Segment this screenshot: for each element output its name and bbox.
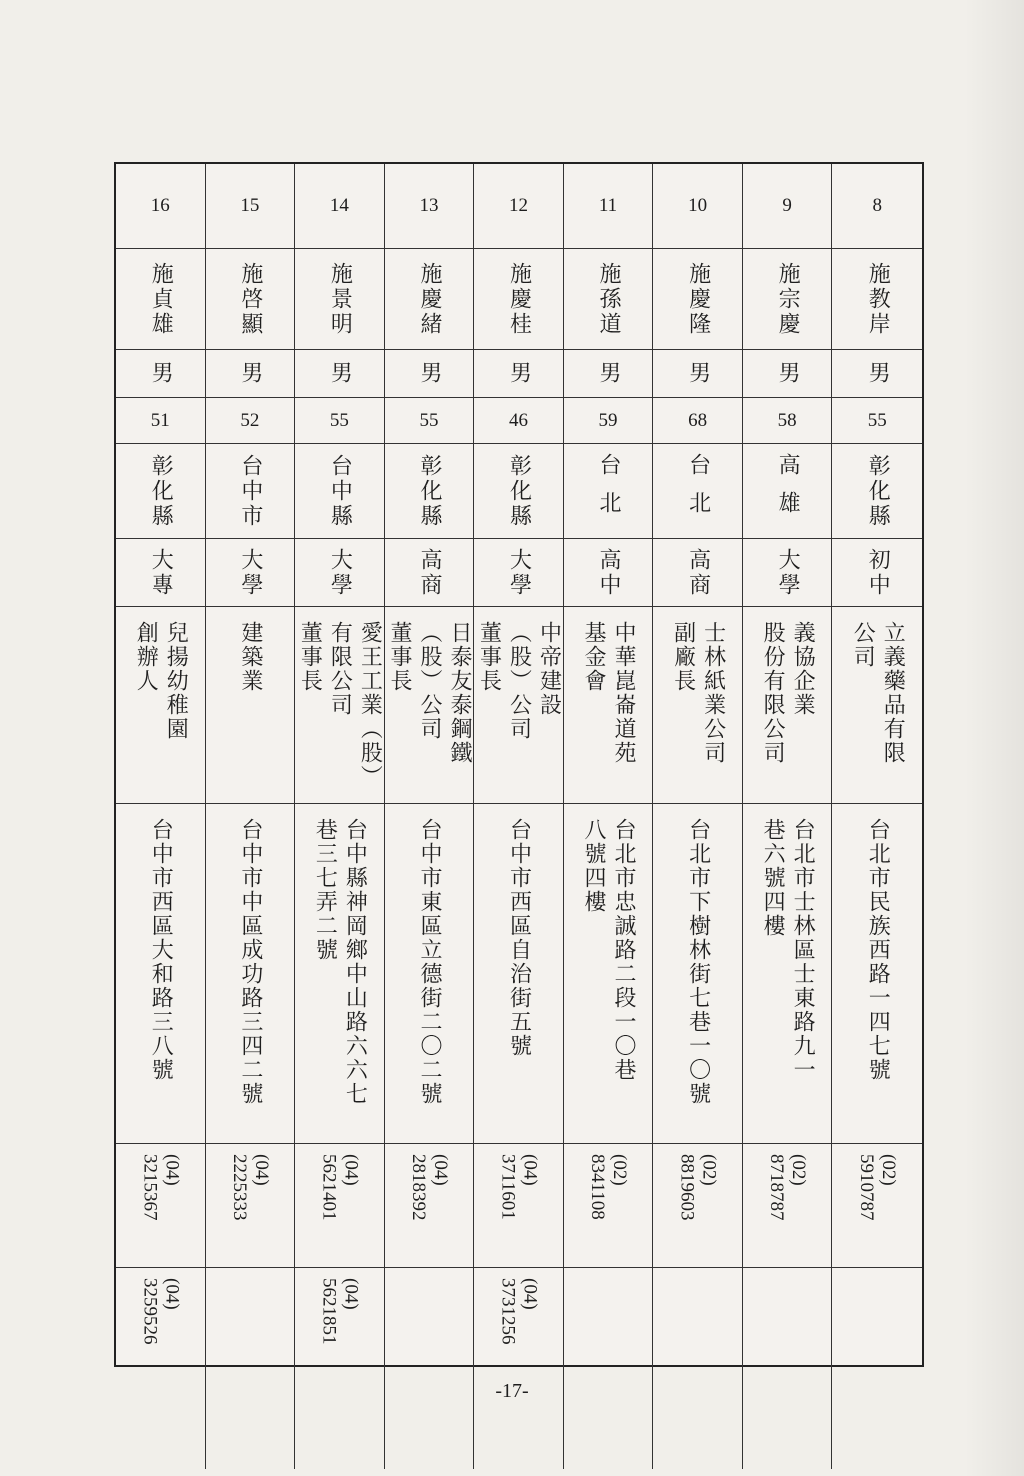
member-education: 大學 <box>506 547 532 598</box>
record-number: 14 <box>329 195 349 216</box>
phone-number: 3731256 <box>497 1278 519 1345</box>
cell-phone-home <box>653 1268 743 1469</box>
member-address <box>578 804 638 1082</box>
record-number: 10 <box>688 195 708 216</box>
member-gender: 男 <box>685 361 711 386</box>
phone-number: 8718787 <box>766 1154 788 1221</box>
cell-phone-home <box>474 1268 564 1469</box>
member-name: 施慶桂 <box>506 261 532 337</box>
occupation-line: 有限公司 <box>327 621 353 717</box>
member-occupation <box>235 607 265 693</box>
cell-origin <box>385 444 475 539</box>
cell-name <box>564 249 654 350</box>
phone-number: 2225333 <box>228 1154 250 1221</box>
cell-occupation <box>385 607 475 804</box>
member-name: 施宗慶 <box>775 261 801 337</box>
cell-phone-home <box>295 1268 385 1469</box>
member-gender: 男 <box>865 361 891 386</box>
phone-area-code: (04) <box>519 1278 541 1310</box>
cell-education <box>564 539 654 607</box>
phone-office <box>855 1144 899 1221</box>
member-address <box>757 804 817 1082</box>
record-number: 16 <box>150 195 170 216</box>
cell-occupation <box>832 607 922 804</box>
cell-name <box>385 249 475 350</box>
cell-age <box>385 398 475 444</box>
member-name: 施教岸 <box>865 261 891 337</box>
cell-phone-home <box>564 1268 654 1469</box>
member-education: 高商 <box>685 547 711 598</box>
member-occupation <box>757 607 817 765</box>
cell-no <box>295 164 385 249</box>
cell-origin <box>743 444 833 539</box>
cell-education <box>385 539 475 607</box>
member-origin: 台中縣 <box>327 453 353 529</box>
record-number: 13 <box>419 195 439 216</box>
occupation-line: 愛王工業（股） <box>357 621 383 789</box>
member-age: 55 <box>419 409 439 431</box>
cell-gender <box>832 350 922 398</box>
occupation-line: 兒揚幼稚園 <box>163 621 189 741</box>
address-line: 台北市忠誠路二段一〇巷 <box>611 818 637 1082</box>
phone-home <box>138 1268 182 1345</box>
record-number: 12 <box>508 195 528 216</box>
member-age: 51 <box>150 409 170 431</box>
cell-age <box>474 398 564 444</box>
cell-phone-home <box>206 1268 296 1469</box>
cell-occupation <box>564 607 654 804</box>
occupation-line: 立義藥品有限 <box>880 621 906 765</box>
address-line: 台中縣神岡鄉中山路六六七 <box>342 818 368 1106</box>
record-number: 15 <box>240 195 260 216</box>
cell-education <box>116 539 206 607</box>
member-occupation <box>668 607 728 765</box>
cell-gender <box>653 350 743 398</box>
cell-phone-office <box>385 1144 475 1268</box>
cell-occupation <box>206 607 296 804</box>
cell-phone-office <box>564 1144 654 1268</box>
cell-gender <box>564 350 654 398</box>
phone-number: 5910787 <box>856 1154 878 1221</box>
member-name: 施慶隆 <box>685 261 711 337</box>
member-gender: 男 <box>775 361 801 386</box>
address-line: 巷六號四樓 <box>760 818 786 938</box>
cell-phone-office <box>832 1144 922 1268</box>
cell-gender <box>116 350 206 398</box>
occupation-line: 義協企業 <box>790 621 816 717</box>
member-address <box>235 804 265 1106</box>
cell-address <box>832 804 922 1144</box>
phone-number: 5621851 <box>318 1278 340 1345</box>
cell-name <box>295 249 385 350</box>
member-occupation <box>295 607 384 789</box>
occupation-line: 副廠長 <box>670 621 696 693</box>
cell-no <box>206 164 296 249</box>
member-table <box>114 162 924 1367</box>
member-education: 大學 <box>327 547 353 598</box>
cell-phone-office <box>743 1144 833 1268</box>
cell-gender <box>743 350 833 398</box>
member-name: 施貞雄 <box>148 261 174 337</box>
cell-phone-office <box>206 1144 296 1268</box>
cell-age <box>653 398 743 444</box>
phone-area-code: (04) <box>161 1278 183 1310</box>
cell-education <box>295 539 385 607</box>
cell-age <box>743 398 833 444</box>
member-gender: 男 <box>148 361 174 386</box>
phone-office <box>407 1144 451 1221</box>
phone-number: 3215367 <box>139 1154 161 1221</box>
cell-age <box>832 398 922 444</box>
occupation-line: 日泰友泰鋼鐵 <box>446 621 472 765</box>
phone-office <box>317 1144 361 1221</box>
phone-number: 8341108 <box>587 1154 609 1220</box>
page-number: -17- <box>495 1380 529 1402</box>
phone-office <box>496 1144 540 1220</box>
member-address <box>862 804 892 1082</box>
cell-occupation <box>474 607 564 804</box>
cell-age <box>564 398 654 444</box>
address-line: 台中市西區自治街五號 <box>506 818 532 1058</box>
member-origin: 彰化縣 <box>148 453 174 529</box>
cell-phone-home <box>385 1268 475 1469</box>
member-origin: 彰化縣 <box>416 453 442 529</box>
member-education: 高中 <box>596 547 622 598</box>
phone-home <box>496 1268 540 1345</box>
phone-area-code: (04) <box>519 1154 541 1186</box>
occupation-line: （股）公司 <box>506 621 532 741</box>
cell-no <box>743 164 833 249</box>
phone-area-code: (02) <box>609 1154 631 1186</box>
member-origin: 台北 <box>596 453 622 529</box>
record-number: 11 <box>598 195 618 216</box>
member-gender: 男 <box>596 361 622 386</box>
cell-age <box>295 398 385 444</box>
cell-education <box>743 539 833 607</box>
member-address <box>145 804 175 1082</box>
phone-number: 8819603 <box>676 1154 698 1221</box>
cell-phone-office <box>653 1144 743 1268</box>
member-education: 大學 <box>237 547 263 598</box>
phone-area-code: (04) <box>429 1154 451 1186</box>
member-occupation <box>130 607 190 741</box>
cell-gender <box>385 350 475 398</box>
occupation-line: 股份有限公司 <box>760 621 786 765</box>
cell-phone-home <box>116 1268 206 1469</box>
cell-origin <box>653 444 743 539</box>
cell-no <box>832 164 922 249</box>
cell-phone-office <box>116 1144 206 1268</box>
member-education: 高商 <box>416 547 442 598</box>
member-age: 52 <box>240 409 260 431</box>
cell-address <box>653 804 743 1144</box>
cell-age <box>206 398 296 444</box>
phone-number: 2818392 <box>407 1154 429 1221</box>
member-age: 55 <box>867 409 887 431</box>
occupation-line: 董事長 <box>297 621 323 693</box>
address-line: 台中市西區大和路三八號 <box>148 818 174 1082</box>
cell-education <box>832 539 922 607</box>
address-line: 八號四樓 <box>581 818 607 914</box>
occupation-line: 建築業 <box>237 621 263 693</box>
page-edge-shadow <box>964 0 1024 1476</box>
occupation-line: 中帝建設 <box>536 621 562 717</box>
cell-occupation <box>116 607 206 804</box>
member-occupation <box>385 607 474 765</box>
cell-origin <box>832 444 922 539</box>
cell-occupation <box>653 607 743 804</box>
cell-phone-home <box>743 1268 833 1469</box>
cell-phone-office <box>295 1144 385 1268</box>
member-address <box>414 804 444 1106</box>
cell-address <box>743 804 833 1144</box>
member-age: 55 <box>329 409 349 431</box>
member-name: 施景明 <box>327 261 353 337</box>
member-age: 58 <box>777 409 797 431</box>
cell-address <box>385 804 475 1144</box>
cell-occupation <box>743 607 833 804</box>
member-education: 大專 <box>148 547 174 598</box>
occupation-line: 董事長 <box>476 621 502 693</box>
cell-name <box>653 249 743 350</box>
address-line: 台北市民族西路一四七號 <box>865 818 891 1082</box>
record-number: 8 <box>872 195 882 216</box>
phone-office <box>676 1144 720 1221</box>
cell-age <box>116 398 206 444</box>
occupation-line: 公司 <box>850 621 876 669</box>
cell-no <box>385 164 475 249</box>
cell-gender <box>206 350 296 398</box>
member-name: 施孫道 <box>596 261 622 337</box>
address-line: 台北市下樹林街七巷一〇號 <box>685 818 711 1106</box>
cell-address <box>206 804 296 1144</box>
cell-phone-office <box>474 1144 564 1268</box>
member-origin: 台北 <box>685 453 711 529</box>
member-origin: 彰化縣 <box>865 453 891 529</box>
cell-origin <box>564 444 654 539</box>
cell-origin <box>474 444 564 539</box>
address-line: 台中市東區立德街二〇二號 <box>416 818 442 1106</box>
phone-area-code: (04) <box>340 1154 362 1186</box>
member-origin: 高雄 <box>775 453 801 529</box>
occupation-line: 基金會 <box>581 621 607 693</box>
cell-address <box>116 804 206 1144</box>
cell-no <box>116 164 206 249</box>
member-occupation <box>578 607 638 765</box>
address-line: 台中市中區成功路三四二號 <box>237 818 263 1106</box>
phone-number: 5621401 <box>318 1154 340 1221</box>
occupation-line: 董事長 <box>386 621 412 693</box>
member-name: 施啓顯 <box>237 261 263 337</box>
occupation-line: 創辦人 <box>133 621 159 693</box>
member-origin: 彰化縣 <box>506 453 532 529</box>
cell-occupation <box>295 607 385 804</box>
phone-number: 3711601 <box>497 1154 519 1220</box>
member-address <box>503 804 533 1058</box>
phone-area-code: (04) <box>250 1154 272 1186</box>
member-name: 施慶緒 <box>416 261 442 337</box>
occupation-line: 中華崑崙道苑 <box>611 621 637 765</box>
cell-origin <box>206 444 296 539</box>
record-number: 9 <box>782 195 792 216</box>
phone-office <box>586 1144 630 1220</box>
cell-origin <box>295 444 385 539</box>
cell-address <box>564 804 654 1144</box>
address-line: 巷三七弄二號 <box>312 818 338 962</box>
member-age: 68 <box>688 409 708 431</box>
cell-education <box>653 539 743 607</box>
member-age: 59 <box>598 409 618 431</box>
cell-education <box>474 539 564 607</box>
member-address <box>309 804 369 1106</box>
member-origin: 台中市 <box>237 453 263 529</box>
member-gender: 男 <box>327 361 353 386</box>
member-education: 初中 <box>865 547 891 598</box>
occupation-line: 士林紙業公司 <box>700 621 726 765</box>
cell-phone-home <box>832 1268 922 1469</box>
phone-office <box>765 1144 809 1221</box>
cell-name <box>743 249 833 350</box>
phone-area-code: (02) <box>878 1154 900 1186</box>
address-line: 台北市士林區士東路九一 <box>790 818 816 1082</box>
cell-gender <box>295 350 385 398</box>
cell-name <box>116 249 206 350</box>
cell-address <box>474 804 564 1144</box>
cell-name <box>206 249 296 350</box>
cell-origin <box>116 444 206 539</box>
cell-no <box>653 164 743 249</box>
phone-office <box>138 1144 182 1221</box>
member-education: 大學 <box>775 547 801 598</box>
cell-education <box>206 539 296 607</box>
member-gender: 男 <box>506 361 532 386</box>
cell-name <box>474 249 564 350</box>
phone-area-code: (02) <box>788 1154 810 1186</box>
member-address <box>683 804 713 1106</box>
member-occupation <box>847 607 907 765</box>
phone-number: 3259526 <box>139 1278 161 1345</box>
member-gender: 男 <box>416 361 442 386</box>
phone-home <box>317 1268 361 1345</box>
occupation-line: （股）公司 <box>416 621 442 741</box>
cell-address <box>295 804 385 1144</box>
cell-gender <box>474 350 564 398</box>
cell-no <box>564 164 654 249</box>
member-age: 46 <box>508 409 528 431</box>
member-occupation <box>474 607 563 741</box>
phone-area-code: (02) <box>698 1154 720 1186</box>
cell-name <box>832 249 922 350</box>
member-gender: 男 <box>237 361 263 386</box>
phone-office <box>228 1144 272 1221</box>
phone-area-code: (04) <box>340 1278 362 1310</box>
cell-no <box>474 164 564 249</box>
phone-area-code: (04) <box>161 1154 183 1186</box>
